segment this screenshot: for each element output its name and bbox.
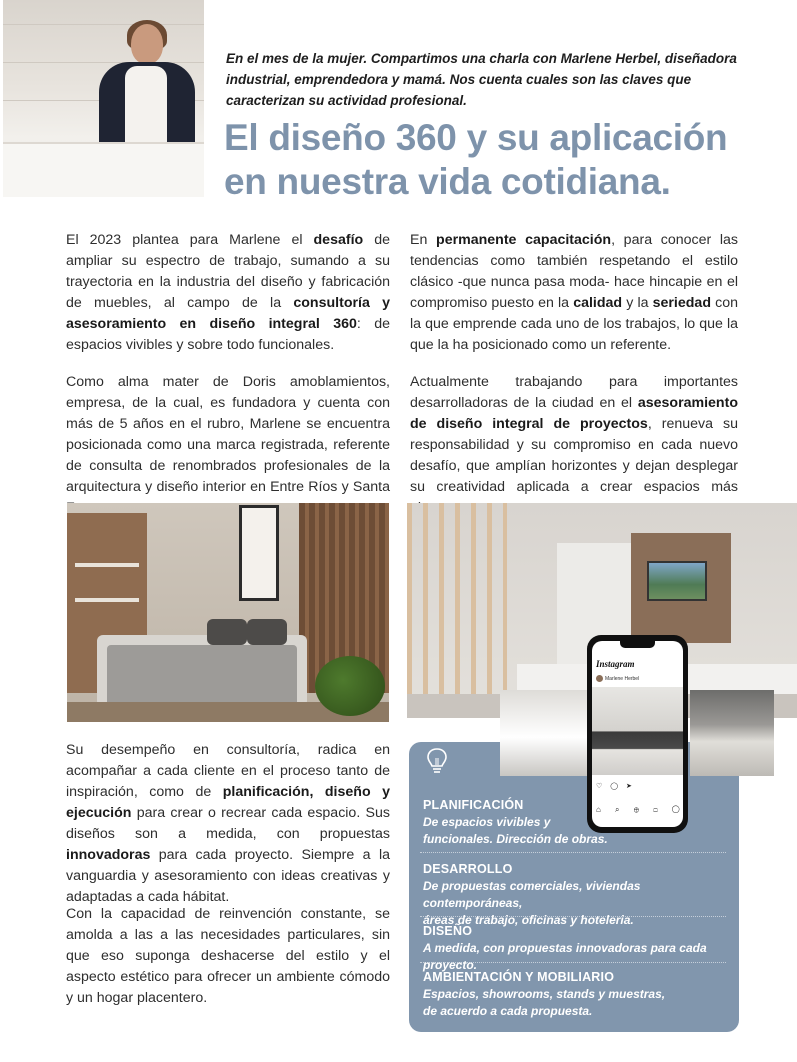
pillow <box>247 619 287 645</box>
p5-text-c: para crear o recrear cada espacio. Sus diseños son a medida, con propuestas <box>66 805 390 842</box>
p5-bold-innovadoras: innovadoras <box>66 847 151 863</box>
p5-text-a: Su desempeño en consultoría, radica en acompañar a cada cliente en el proceso tanto de inspiración, como de <box>66 742 390 800</box>
p4-text-c: , renueva su responsabilidad y su compromiso en cada nuevo desafío, que amplían horizontes y dejan desplegar su creatividad aplicada a crear espacios más <box>410 416 738 495</box>
instagram-nav-icons: ⌂ ⌕ ⊕ ◻ ◯ <box>596 805 686 814</box>
instagram-post-photo <box>592 687 683 775</box>
kitchen-preview-left <box>500 690 588 776</box>
instagram-username: Marlene Herbel <box>605 676 640 682</box>
pillow <box>207 619 247 645</box>
p1-text-a: El 2023 plantea para Marlene el <box>66 232 314 248</box>
service-desc-line: De propuestas comerciales, viviendas contemporáneas, <box>423 879 641 910</box>
service-ambientacion <box>423 968 733 1020</box>
p1-text-c: de ampliar su espectro de trabajo, sumando a su trayectoria en la industria del diseño y fabricación de muebles, al campo de la <box>66 232 390 311</box>
paragraph-1 <box>66 230 390 356</box>
p5-bold-planificacion: planificación, diseño y ejecución <box>66 784 391 821</box>
avatar <box>596 675 603 682</box>
article-title <box>224 116 784 204</box>
plant <box>315 656 385 716</box>
paragraph-4 <box>410 372 738 519</box>
portrait-photo <box>3 0 204 197</box>
p3-text-e: y la <box>622 295 653 311</box>
title-line-2: en nuestra vida cotidiana. <box>224 161 671 202</box>
divider <box>420 962 726 963</box>
lightbulb-icon <box>425 746 449 778</box>
p4-text-a: Actualmente trabajando para importantes desarrolladoras de la ciudad en el <box>410 374 738 411</box>
service-planificacion <box>423 796 733 848</box>
shelf <box>75 598 139 602</box>
service-heading: DESARROLLO <box>423 862 513 876</box>
p3-text-a: En <box>410 232 437 248</box>
p1-bold-consultoria: consultoría y asesoramiento en diseño integral 360 <box>66 295 390 332</box>
service-desarrollo <box>423 860 733 929</box>
counter <box>3 142 204 197</box>
divider <box>420 916 726 917</box>
service-desc-line: A medida, con propuestas innovadoras para cada proyecto. <box>423 941 707 972</box>
p3-bold-calidad: calidad <box>573 295 623 311</box>
service-desc-line: de acuerdo a cada propuesta. <box>423 1004 593 1018</box>
p3-text-g: con la que emprende cada uno de los trabajos, lo que la que la ha posicionado como un referente. <box>410 295 738 353</box>
wall-frame <box>239 505 279 601</box>
phone-notch <box>620 641 655 648</box>
wood-slats <box>407 503 507 718</box>
paragraph-5 <box>66 740 390 908</box>
landscape-screen <box>647 561 707 601</box>
title-line-1: El diseño 360 y su aplicación <box>224 117 728 158</box>
p3-bold-seriedad: seriedad <box>652 295 711 311</box>
service-heading: PLANIFICACIÓN <box>423 798 524 812</box>
p5-text-e: para cada proyecto. Siempre a la vanguardia y asesoramiento con ideas creativas y adaptadas a cada hábitat. <box>66 847 390 905</box>
service-heading: AMBIENTACIÓN Y MOBILIARIO <box>423 970 615 984</box>
service-desc-line: funcionales. Dirección de obras. <box>423 832 608 846</box>
service-heading: DISEÑO <box>423 924 473 938</box>
shelf <box>75 563 139 567</box>
paragraph-2: Como alma mater de Doris amoblamientos, empresa, de la cual, es fundadora y cuenta con más de 5 años en el rubro, Marlene se encuentra posicionada como una marca registrada, referente de consulta de renombrados profesionales de la arquitectura y diseño interior en Entre Ríos y Santa <box>66 374 390 495</box>
p3-text-c: , para conocer las tendencias como también respetando el estilo clásico -que nunca pasa moda- hace hincapie en el compromiso puesto en la <box>410 232 739 311</box>
paragraph-6: Con la capacidad de reinvención constante, se amolda a las a las necesidades particulares, sin que eso suponga deshacerse del estilo y el aspecto estético para ofrecer un ambiente cómodo y un hogar placentero. <box>66 906 390 1006</box>
divider <box>420 852 726 853</box>
service-desc-line: áreas de trabajo, oficinas y hoteleria. <box>423 913 634 927</box>
service-diseno <box>423 922 733 974</box>
kitchen-preview-right <box>690 690 774 776</box>
paragraph-3 <box>410 230 738 356</box>
p1-text-e: : de espacios vivibles y sobre todo funcionales. <box>66 316 390 353</box>
face <box>131 24 163 64</box>
p4-bold-asesoramiento: asesoramiento de diseño integral de proyectos <box>410 395 738 432</box>
p1-bold-desafio: desafío <box>313 232 364 248</box>
service-desc-line: De espacios vivibles y <box>423 815 551 829</box>
instagram-logo: Instagram <box>596 659 635 669</box>
intro-text: En el mes de la mujer. Compartimos una charla con Marlene Herbel, diseñadora industrial, emprendedora y mamá. Nos cuenta cuales son las claves que caracterizan su actividad profesional. <box>226 51 737 108</box>
bedroom-photo <box>67 503 389 722</box>
service-desc-line: Espacios, showrooms, stands y muestras, <box>423 987 666 1001</box>
bedcover <box>107 645 297 707</box>
p3-bold-capacitacion: permanente capacitación <box>436 232 612 248</box>
instagram-action-icons: ♡ ◯ ➤ <box>596 783 635 790</box>
